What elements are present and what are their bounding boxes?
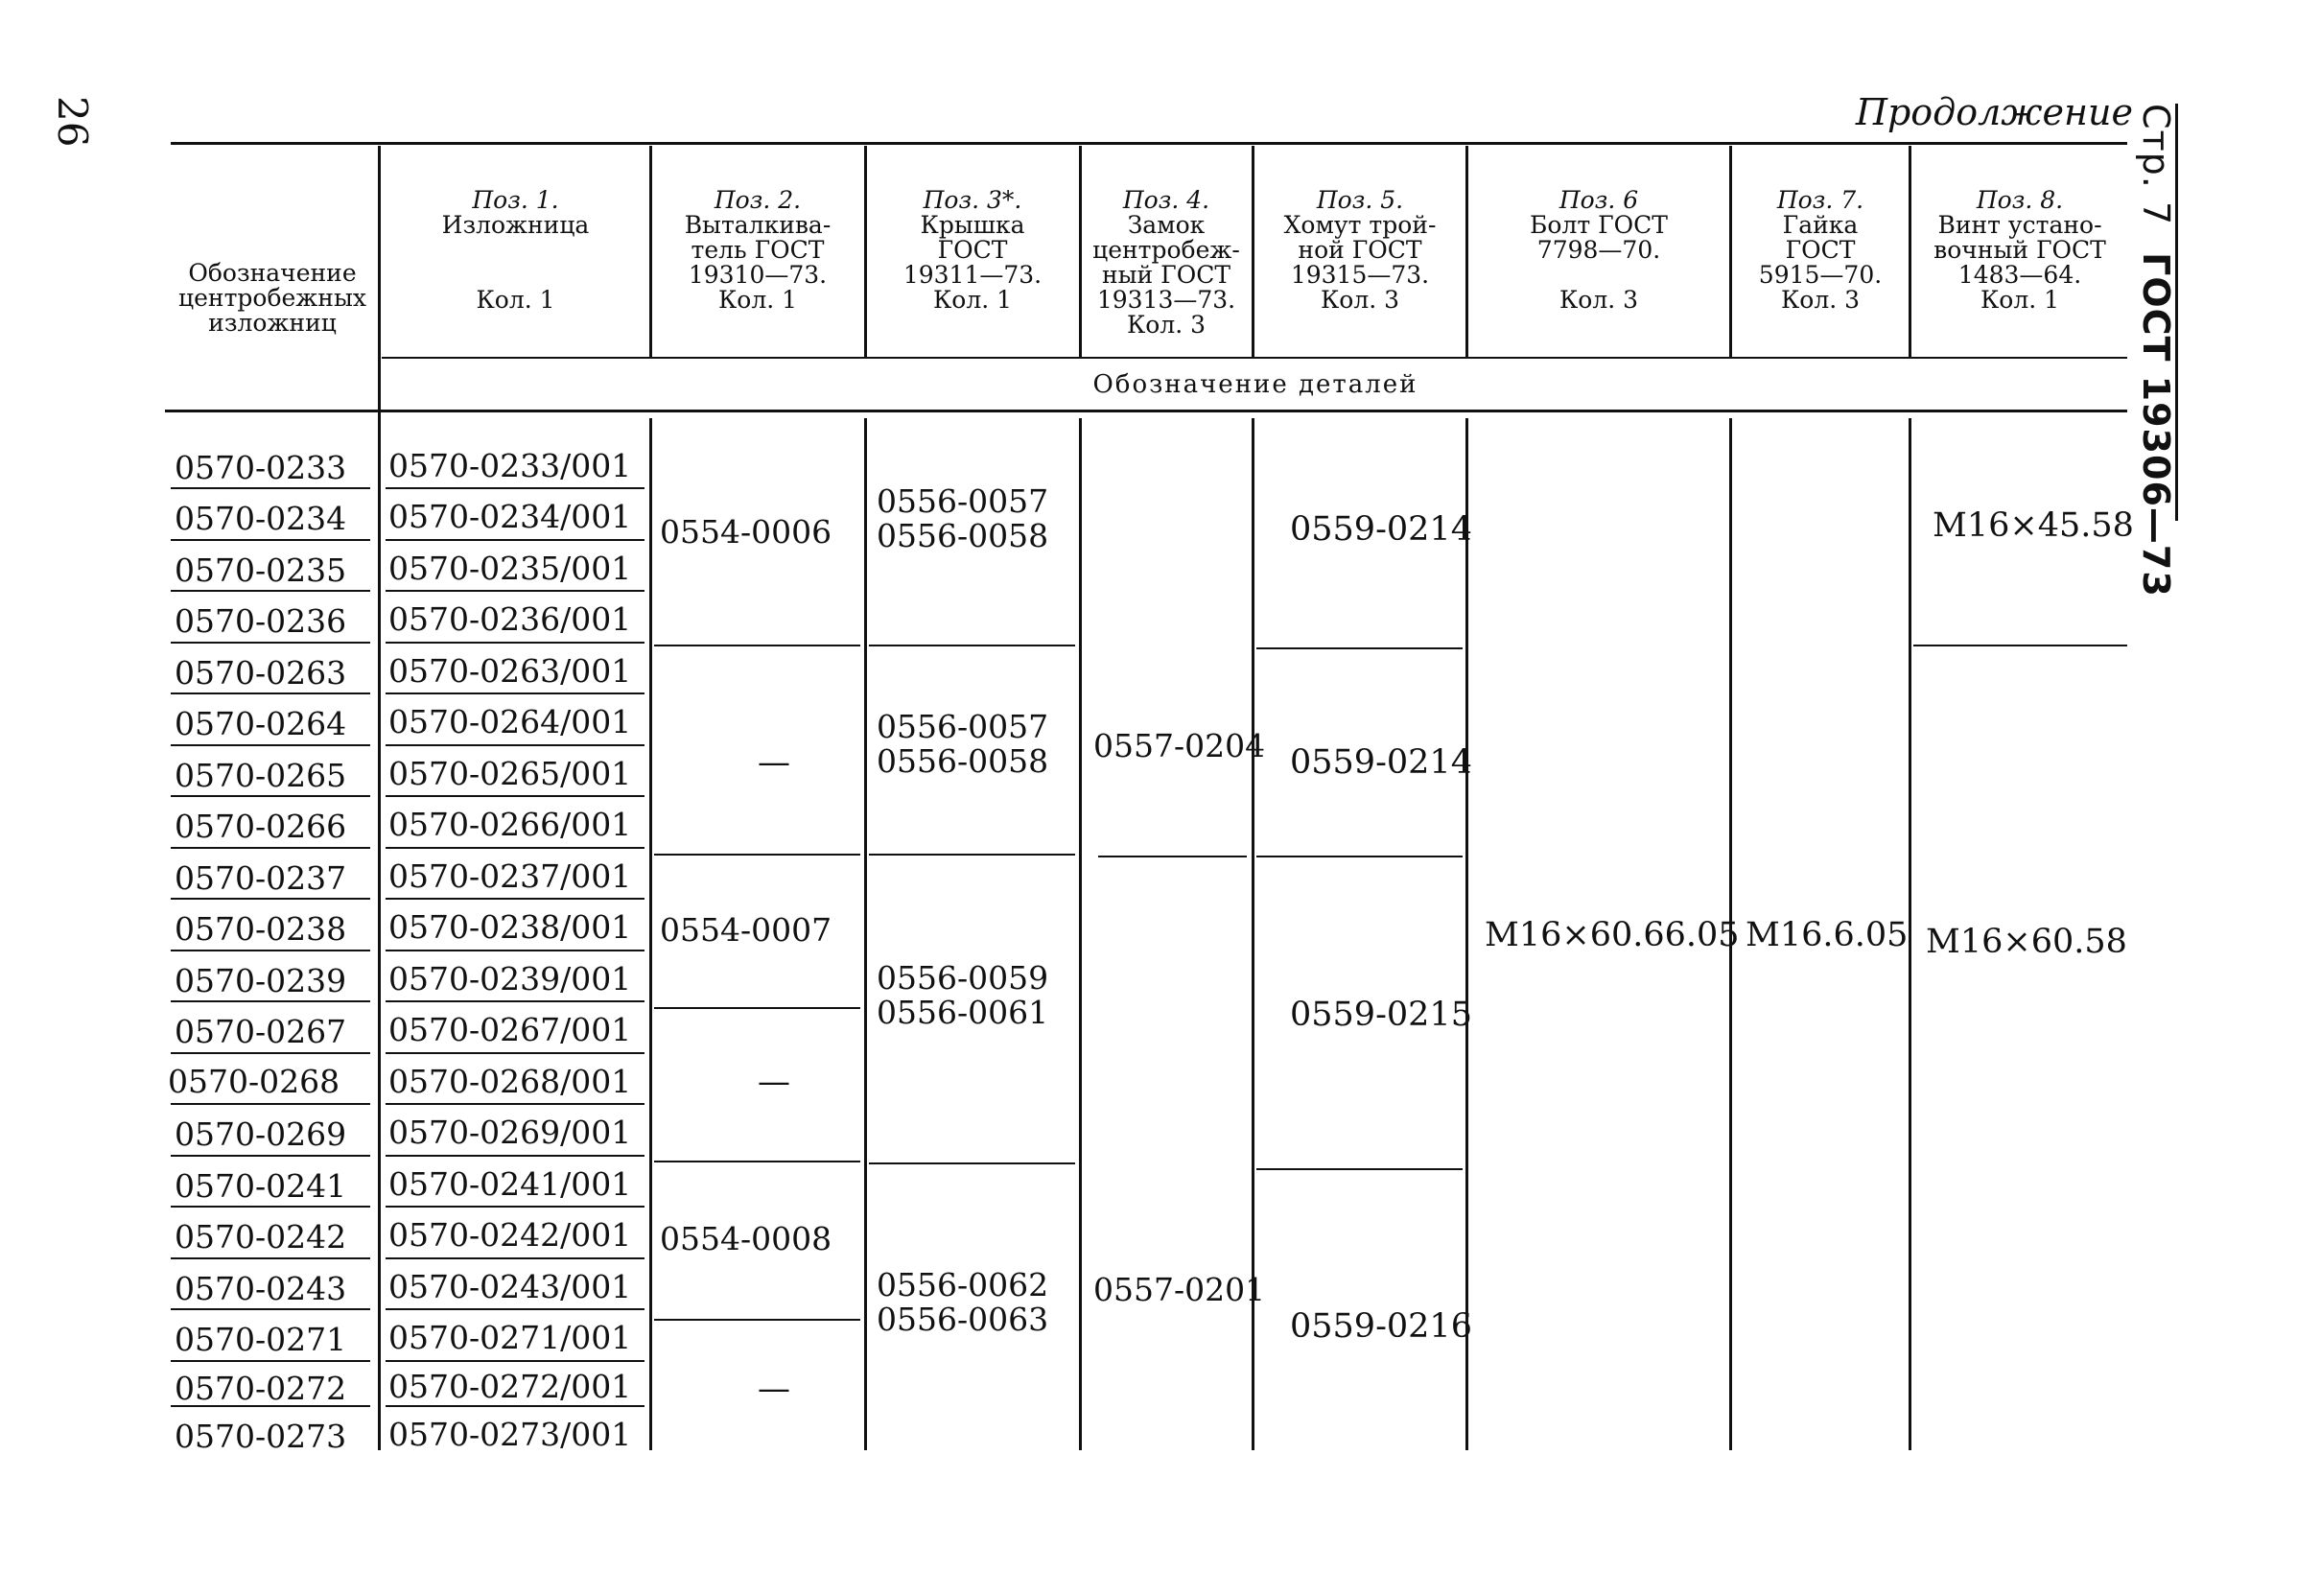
header-pos7-text: Гайка ГОСТ 5915—70. Кол. 3 (1758, 211, 1883, 314)
pos8-value: M16×45.58 (1933, 506, 2134, 545)
row-pos1: 0570-0271/001 (388, 1319, 632, 1356)
row-line (386, 1257, 644, 1259)
row-designation: 0570-0264 (175, 705, 347, 742)
pos6-value: M16×60.66.05 (1485, 916, 1740, 954)
col-rule-2-head (864, 146, 867, 357)
row-designation: 0570-0237 (175, 859, 347, 897)
row-line (386, 642, 644, 644)
row-pos1: 0570-0265/001 (388, 755, 632, 792)
row-designation: 0570-0241 (175, 1167, 347, 1205)
row-line (386, 487, 644, 489)
row-pos1: 0570-0238/001 (388, 908, 632, 946)
header-bottom-rule (165, 410, 2127, 412)
col-rule-7 (1909, 418, 1911, 1450)
row-designation: 0570-0268 (168, 1063, 340, 1100)
subheader-top-rule (382, 357, 2127, 359)
row-line (171, 539, 370, 541)
continuation-label: Продолжение (1855, 91, 2133, 133)
pos3-value: 0556-0062 0556-0063 (877, 1266, 1049, 1338)
row-designation: 0570-0235 (175, 552, 347, 589)
pos2-value: 0554-0006 (660, 513, 832, 551)
subheader-details: Обозначение деталей (1092, 370, 1418, 399)
row-line (171, 1000, 370, 1002)
pos3-value: 0556-0057 0556-0058 (877, 708, 1049, 780)
row-line (386, 1405, 644, 1407)
row-line (386, 590, 644, 592)
row-line (171, 487, 370, 489)
row-line (386, 1360, 644, 1362)
pos3-value: 0556-0057 0556-0058 (877, 482, 1049, 554)
row-designation: 0570-0267 (175, 1013, 347, 1050)
row-pos1: 0570-0234/001 (388, 498, 632, 535)
pos5-value: 0559-0214 (1290, 510, 1472, 549)
table-top-rule (171, 142, 2127, 145)
header-pos5-text: Хомут трой- ной ГОСТ 19315—73. Кол. 3 (1283, 211, 1437, 314)
col-rule-4-head (1252, 146, 1254, 357)
row-designation: 0570-0272 (175, 1370, 347, 1407)
side-rule (2175, 104, 2178, 521)
row-designation: 0570-0273 (175, 1418, 347, 1455)
row-pos1: 0570-0239/001 (388, 960, 632, 998)
header-pos7-label: Поз. 7. (1776, 186, 1864, 214)
pos5-value: 0559-0215 (1290, 996, 1472, 1034)
row-designation: 0570-0236 (175, 602, 347, 640)
header-pos3-text: Крышка ГОСТ 19311—73. Кол. 1 (902, 211, 1043, 314)
col-rule-2 (864, 418, 867, 1450)
row-pos1: 0570-0243/001 (388, 1268, 632, 1305)
row-pos1: 0570-0268/001 (388, 1063, 632, 1100)
row-line (171, 590, 370, 592)
group-line (1098, 856, 1247, 857)
row-line (386, 1000, 644, 1002)
header-pos7 (1734, 188, 1907, 313)
group-line (869, 645, 1075, 646)
col-rule-1-head (649, 146, 652, 357)
group-line (1913, 645, 2127, 646)
row-line (171, 642, 370, 644)
header-pos2 (654, 188, 861, 313)
row-line (386, 950, 644, 951)
header-pos6-text: Болт ГОСТ 7798—70. Кол. 3 (1530, 211, 1668, 314)
side-page-label: Стр. 7 (2135, 104, 2177, 226)
pos5-value: 0559-0214 (1290, 743, 1472, 782)
header-pos8-label: Поз. 8. (1976, 186, 2064, 214)
page-number: 26 (49, 96, 96, 148)
pos4-value: 0557-0204 (1093, 727, 1266, 764)
header-pos3-label: Поз. 3*. (923, 186, 1022, 214)
row-designation: 0570-0234 (175, 500, 347, 537)
row-line (171, 1257, 370, 1259)
header-pos5 (1256, 188, 1464, 313)
row-line (386, 1308, 644, 1310)
row-line (171, 898, 370, 900)
header-pos6 (1470, 188, 1727, 313)
row-designation: 0570-0266 (175, 808, 347, 845)
row-designation: 0570-0233 (175, 449, 347, 486)
row-designation: 0570-0242 (175, 1218, 347, 1256)
group-line (654, 645, 860, 646)
group-line (869, 1162, 1075, 1164)
row-designation: 0570-0239 (175, 962, 347, 999)
col-rule-1 (649, 418, 652, 1450)
row-pos1: 0570-0267/001 (388, 1011, 632, 1048)
row-line (386, 1103, 644, 1105)
pos7-value: M16.6.05 (1746, 916, 1909, 954)
row-pos1: 0570-0273/001 (388, 1416, 632, 1453)
row-line (171, 950, 370, 951)
row-line (171, 1360, 370, 1362)
header-pos1 (384, 188, 647, 313)
header-pos2-text: Выталкива- тель ГОСТ 19310—73. Кол. 1 (684, 211, 832, 314)
row-line (386, 1206, 644, 1208)
group-line (869, 854, 1075, 856)
col-rule-3 (1079, 418, 1082, 1450)
row-pos1: 0570-0233/001 (388, 447, 632, 484)
pos8-value: M16×60.58 (1926, 923, 2127, 961)
row-line (171, 795, 370, 797)
row-line (386, 744, 644, 746)
header-pos1-text: Изложница Кол. 1 (441, 211, 590, 314)
side-page-header (2135, 104, 2177, 598)
row-line (171, 847, 370, 849)
group-line (1256, 647, 1463, 649)
row-designation: 0570-0243 (175, 1270, 347, 1307)
row-pos1: 0570-0269/001 (388, 1114, 632, 1151)
group-line (1256, 856, 1463, 857)
col-rule-7-head (1909, 146, 1911, 357)
row-line (171, 744, 370, 746)
group-line (654, 1007, 860, 1009)
row-designation: 0570-0271 (175, 1321, 347, 1358)
row-pos1: 0570-0242/001 (388, 1216, 632, 1254)
pos2-value: 0554-0008 (660, 1220, 832, 1257)
header-pos2-label: Поз. 2. (714, 186, 802, 214)
header-designation: Обозначение центробежных изложниц (178, 259, 366, 337)
group-line (1256, 1168, 1463, 1170)
group-line (654, 854, 860, 856)
pos3-value: 0556-0059 0556-0061 (877, 959, 1049, 1031)
group-line (654, 1161, 860, 1162)
row-line (386, 692, 644, 694)
header-pos1-label: Поз. 1. (472, 186, 559, 214)
row-line (386, 1052, 644, 1054)
row-pos1: 0570-0235/001 (388, 550, 632, 587)
row-line (171, 692, 370, 694)
row-line (386, 847, 644, 849)
header-pos8-text: Винт устано- вочный ГОСТ 1483—64. Кол. 1 (1933, 211, 2106, 314)
row-pos1: 0570-0263/001 (388, 652, 632, 690)
row-line (171, 1206, 370, 1208)
header-pos4-label: Поз. 4. (1122, 186, 1210, 214)
header-pos4-text: Замок центробеж- ный ГОСТ 19313—73. Кол. 3 (1092, 211, 1240, 339)
row-line (386, 898, 644, 900)
row-pos1: 0570-0272/001 (388, 1368, 632, 1405)
header-pos4 (1082, 188, 1251, 338)
row-line (386, 1155, 644, 1157)
pos2-dash: — (758, 743, 790, 782)
col-rule-5 (1465, 418, 1468, 1450)
row-line (171, 1052, 370, 1054)
header-pos8 (1912, 188, 2127, 313)
row-line (386, 539, 644, 541)
pos2-dash: — (758, 1370, 790, 1408)
row-line (171, 1308, 370, 1310)
row-pos1: 0570-0266/001 (388, 806, 632, 843)
pos4-value: 0557-0201 (1093, 1271, 1266, 1308)
pos2-dash: — (758, 1063, 790, 1101)
row-pos1: 0570-0236/001 (388, 600, 632, 638)
col-rule-6-head (1729, 146, 1732, 357)
group-line (654, 1319, 860, 1321)
col-rule-5-head (1465, 146, 1468, 357)
row-pos1: 0570-0237/001 (388, 857, 632, 895)
row-pos1: 0570-0241/001 (388, 1165, 632, 1203)
row-designation: 0570-0263 (175, 654, 347, 692)
row-designation: 0570-0265 (175, 757, 347, 794)
pos5-value: 0559-0216 (1290, 1307, 1472, 1346)
side-standard-label: ГОСТ 19306—73 (2135, 252, 2177, 598)
row-designation: 0570-0269 (175, 1115, 347, 1153)
row-designation: 0570-0238 (175, 910, 347, 948)
header-pos5-label: Поз. 5. (1316, 186, 1404, 214)
row-line (171, 1155, 370, 1157)
row-line (386, 795, 644, 797)
pos2-value: 0554-0007 (660, 911, 832, 949)
header-pos3 (869, 188, 1076, 313)
row-line (171, 1103, 370, 1105)
row-pos1: 0570-0264/001 (388, 703, 632, 740)
header-pos6-label: Поз. 6 (1558, 186, 1639, 214)
